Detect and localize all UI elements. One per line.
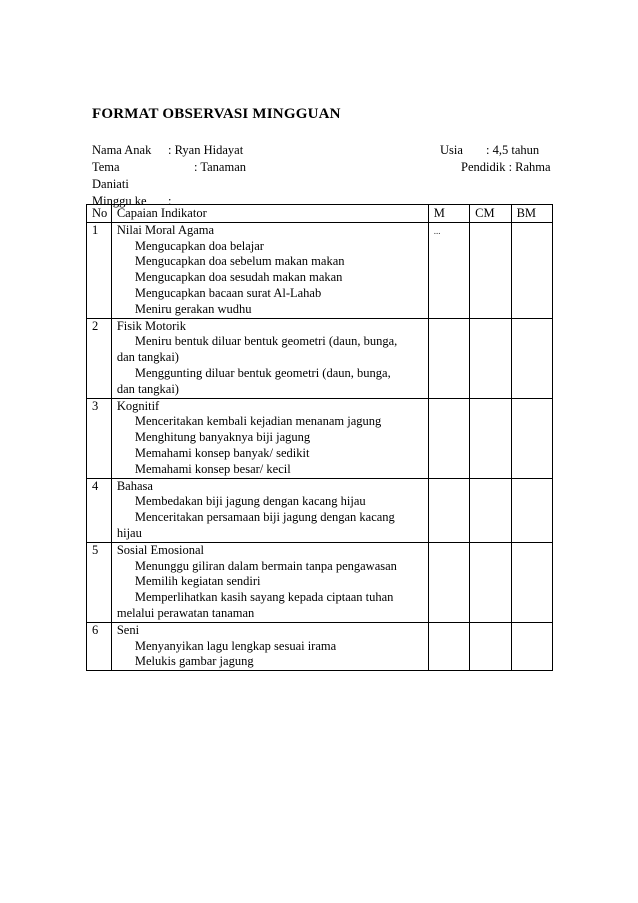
indicator-item: Menunggu giliran dalam bermain tanpa pengawasan [134, 558, 397, 573]
row-number: 1 [87, 222, 112, 318]
nama-value: : Ryan Hidayat [168, 143, 244, 157]
cm-cell[interactable] [470, 622, 511, 670]
indicator-item: Mengucapkan doa sebelum makan makan [134, 254, 345, 269]
m-cell[interactable] [428, 622, 469, 670]
m-cell[interactable] [428, 542, 469, 622]
indicator-item: Mengucapkan bacaan surat Al-Lahab [134, 285, 322, 300]
observation-table [86, 204, 553, 671]
pendidik-name-cont: Daniati [92, 177, 129, 191]
nama-label: Nama Anak [92, 143, 152, 157]
header-indikator: Capaian Indikator [111, 205, 428, 223]
indicator-cell [111, 542, 428, 622]
usia-value: : 4,5 tahun [486, 143, 540, 157]
m-cell[interactable] [428, 222, 469, 318]
indicator-item: Memilih kegiatan sendiri [134, 574, 261, 589]
tema-label: Tema [92, 160, 120, 174]
cm-cell[interactable] [470, 398, 511, 478]
bm-cell[interactable] [511, 478, 552, 542]
cm-cell[interactable] [470, 222, 511, 318]
indicator-item: Memperlihatkan kasih sayang kepada ciptaan tuhan [134, 590, 394, 605]
indicator-cell [111, 622, 428, 670]
category-label: Sosial Emosional [116, 542, 204, 557]
indicator-item: Mengucapkan doa sesudah makan makan [134, 270, 343, 285]
table-row [87, 398, 553, 478]
indicator-item: Memahami konsep besar/ kecil [134, 461, 291, 476]
indicator-item: Menceritakan persamaan biji jagung dengan kacang [134, 510, 395, 525]
indicator-cell [111, 398, 428, 478]
bm-cell[interactable] [511, 398, 552, 478]
indicator-item-wrap: dan tangkai) [116, 350, 179, 365]
bm-cell[interactable] [511, 318, 552, 398]
m-cell[interactable] [428, 398, 469, 478]
category-label: Bahasa [116, 478, 153, 493]
m-mark: ... [433, 225, 441, 236]
indicator-cell [111, 478, 428, 542]
header-bm: BM [511, 205, 552, 223]
info-row-tema [92, 159, 552, 176]
table-row [87, 542, 553, 622]
cm-cell[interactable] [470, 318, 511, 398]
cm-cell[interactable] [470, 542, 511, 622]
header-no: No [87, 205, 112, 223]
row-number: 4 [87, 478, 112, 542]
row-number: 5 [87, 542, 112, 622]
indicator-item: Menceritakan kembali kejadian menanam jagung [134, 414, 382, 429]
indicator-item: Mengucapkan doa belajar [134, 238, 264, 253]
indicator-item-wrap: melalui perawatan tanaman [116, 605, 255, 620]
bm-cell[interactable] [511, 542, 552, 622]
table-row [87, 478, 553, 542]
pendidik-label: Pendidik : Rahma [461, 160, 551, 174]
indicator-item: Menyanyikan lagu lengkap sesuai irama [134, 638, 337, 653]
indicator-item-wrap: dan tangkai) [116, 381, 179, 396]
table-row [87, 318, 553, 398]
row-number: 6 [87, 622, 112, 670]
info-row-nama [92, 142, 552, 159]
cm-cell[interactable] [470, 478, 511, 542]
student-info [92, 142, 552, 210]
category-label: Seni [116, 622, 140, 637]
usia-label: Usia [440, 143, 463, 157]
indicator-item: Meniru bentuk diluar bentuk geometri (daun, bunga, [134, 334, 398, 349]
header-m: M [428, 205, 469, 223]
m-cell[interactable] [428, 478, 469, 542]
indicator-item: Meniru gerakan wudhu [134, 301, 252, 316]
indicator-item: Menghitung banyaknya biji jagung [134, 430, 311, 445]
indicator-item: Memahami konsep banyak/ sedikit [134, 445, 310, 460]
table-header-row [87, 205, 553, 223]
indicator-item: Melukis gambar jagung [134, 654, 254, 669]
indicator-item: Menggunting diluar bentuk geometri (daun, bunga, [134, 365, 391, 380]
category-label: Fisik Motorik [116, 318, 186, 333]
table-row [87, 222, 553, 318]
indicator-cell [111, 318, 428, 398]
category-label: Kognitif [116, 398, 160, 413]
info-row-pendidik-cont [92, 176, 552, 193]
row-number: 3 [87, 398, 112, 478]
document-title: FORMAT OBSERVASI MINGGUAN [92, 106, 341, 122]
bm-cell[interactable] [511, 222, 552, 318]
indicator-item-wrap: hijau [116, 525, 142, 540]
minggu-value: : [168, 194, 172, 208]
indicator-item: Membedakan biji jagung dengan kacang hijau [134, 494, 366, 509]
table-row [87, 622, 553, 670]
row-number: 2 [87, 318, 112, 398]
tema-value: : Tanaman [194, 160, 247, 174]
m-cell[interactable] [428, 318, 469, 398]
category-label: Nilai Moral Agama [116, 222, 215, 237]
bm-cell[interactable] [511, 622, 552, 670]
header-cm: CM [470, 205, 511, 223]
minggu-label: Minggu ke [92, 194, 147, 208]
indicator-cell [111, 222, 428, 318]
